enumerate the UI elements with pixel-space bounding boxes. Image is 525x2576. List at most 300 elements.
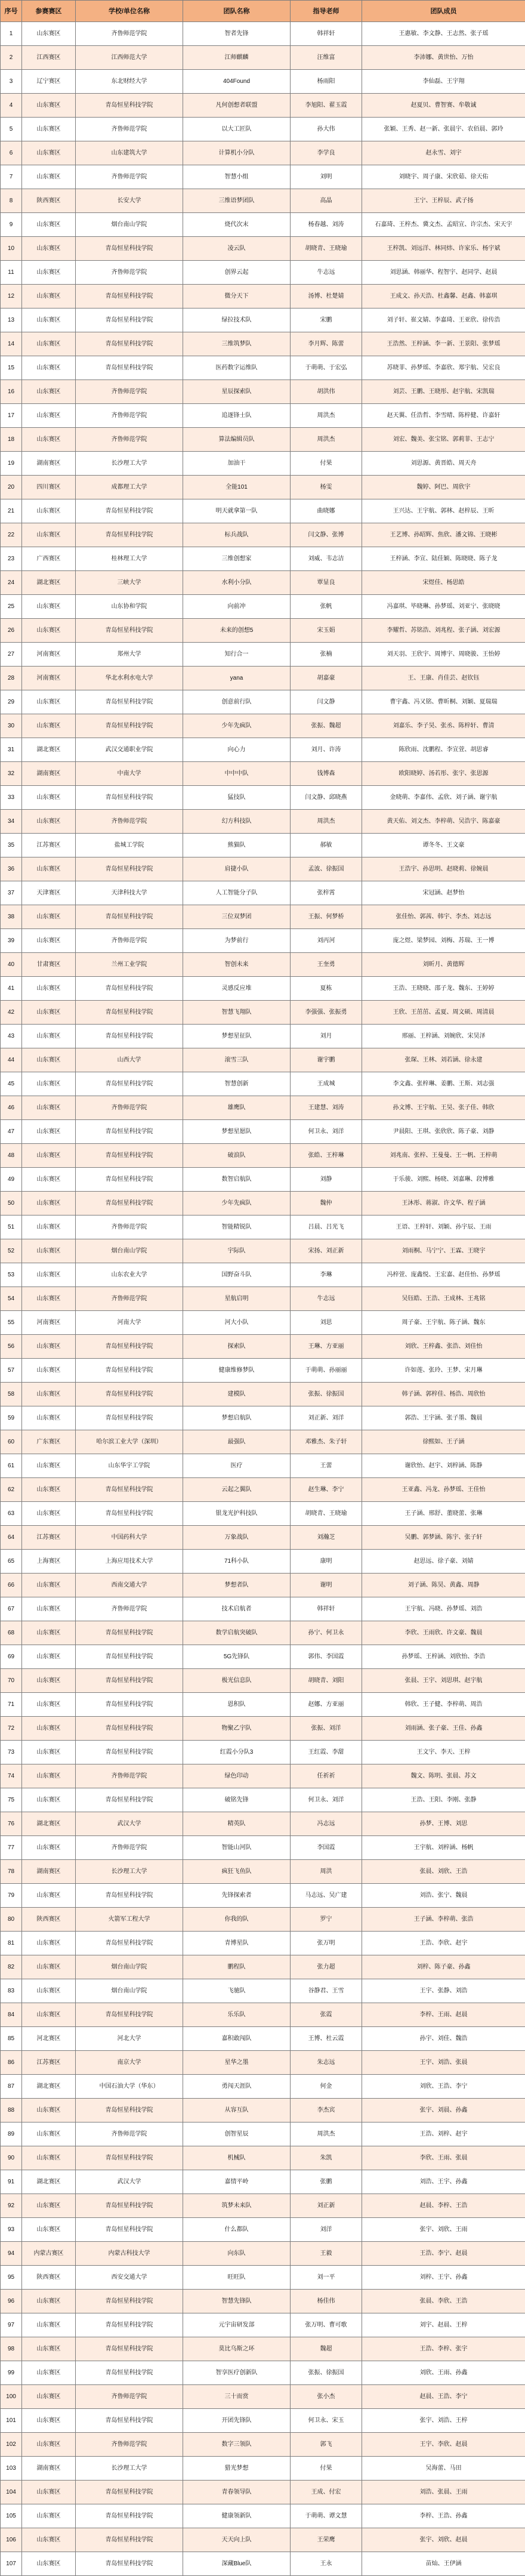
cell-school: 青岛恒星科技学院: [76, 786, 183, 810]
cell-members: 刘子轩、崔文婧、李嘉琦、王亚欣、徐传浩: [362, 308, 525, 332]
cell-school: 天津科技大学: [76, 881, 183, 905]
cell-members: 孙梦瑶、王梓涵、刘欣怡、李浩: [362, 1645, 525, 1669]
cell-members: 尹晨阳、王琪、张欣欣、陈子豪、刘静: [362, 1120, 525, 1144]
cell-index: 78: [1, 1860, 22, 1884]
cell-team-name: 国野奋斗队: [183, 1263, 291, 1287]
cell-region: 山东赛区: [22, 1263, 76, 1287]
cell-school: 西南交通大学: [76, 1574, 183, 1597]
table-row: [1, 22, 525, 46]
cell-team-name: 向心力: [183, 738, 291, 762]
cell-region: 山东赛区: [22, 285, 76, 308]
cell-index: 76: [1, 1812, 22, 1836]
cell-index: 39: [1, 929, 22, 953]
table-row: [1, 1096, 525, 1120]
cell-advisor: 周洪杰: [291, 810, 362, 834]
cell-members: 王语、王梓轩、刘颖、孙宇辰、王雨: [362, 1215, 525, 1239]
cell-school: 青岛恒星科技学院: [76, 1884, 183, 1908]
cell-region: 山东赛区: [22, 1192, 76, 1215]
cell-advisor: 王红霞、李甜: [291, 1741, 362, 1764]
cell-region: 山东赛区: [22, 356, 76, 380]
table-row: [1, 1550, 525, 1574]
cell-team-name: 梦想者队: [183, 1574, 291, 1597]
cell-index: 102: [1, 2433, 22, 2457]
cell-index: 77: [1, 1836, 22, 1860]
cell-team-name: 云起之翼队: [183, 1478, 291, 1502]
cell-index: 82: [1, 1955, 22, 1979]
cell-region: 山东赛区: [22, 1048, 76, 1072]
cell-school: 齐鲁师范学院: [76, 261, 183, 285]
table-row: [1, 141, 525, 165]
cell-index: 100: [1, 2385, 22, 2409]
cell-team-name: 创意前行队: [183, 690, 291, 714]
cell-members: 刘浩、张宁、魏晨: [362, 1884, 525, 1908]
cell-region: 内蒙古赛区: [22, 2242, 76, 2266]
cell-region: 河南赛区: [22, 667, 76, 690]
cell-team-name: 乐乐队: [183, 2003, 291, 2027]
cell-school: 青岛恒星科技学院: [76, 308, 183, 332]
cell-region: 山东赛区: [22, 1693, 76, 1717]
header-advisor: 指导老师: [291, 1, 362, 22]
cell-region: 山东赛区: [22, 2528, 76, 2552]
cell-region: 山东赛区: [22, 905, 76, 929]
cell-members: 王子涵、李梓萌、张浩: [362, 1908, 525, 1932]
cell-members: 刘昕月、黄德辉: [362, 953, 525, 977]
cell-region: 山东赛区: [22, 2385, 76, 2409]
cell-index: 24: [1, 571, 22, 595]
cell-team-name: 智创未来: [183, 953, 291, 977]
cell-team-name: 雄鹰队: [183, 1096, 291, 1120]
cell-team-name: 医疗: [183, 1454, 291, 1478]
cell-index: 98: [1, 2337, 22, 2361]
cell-region: 山东赛区: [22, 1788, 76, 1812]
table-row: [1, 1597, 525, 1621]
cell-members: 张晨、刘欣、王浩: [362, 1860, 525, 1884]
cell-advisor: 闫文静: [291, 690, 362, 714]
cell-members: 石嘉琦、王梓杰、冀文杰、孟昭宣、许宗杰、宋天宇: [362, 213, 525, 237]
cell-school: 齐鲁师范学院: [76, 2122, 183, 2146]
cell-members: 王宁、王梓辰、武子扬: [362, 189, 525, 213]
cell-advisor: 谢宇鹏: [291, 1048, 362, 1072]
cell-team-name: 智享医疗创新队: [183, 2361, 291, 2385]
cell-advisor: 于萌萌、谭文慧: [291, 2504, 362, 2528]
cell-team-name: 探索队: [183, 1335, 291, 1359]
cell-school: 山西大学: [76, 1048, 183, 1072]
table-row: [1, 2099, 525, 2122]
cell-index: 28: [1, 667, 22, 690]
cell-advisor: 赵生琳、李宁: [291, 1478, 362, 1502]
cell-index: 72: [1, 1717, 22, 1741]
cell-region: 山东赛区: [22, 690, 76, 714]
cell-index: 92: [1, 2194, 22, 2218]
cell-members: 王浩、李梓、张宇: [362, 2337, 525, 2361]
table-row: [1, 2146, 525, 2170]
cell-advisor: 刘洋: [291, 2218, 362, 2242]
cell-index: 19: [1, 452, 22, 476]
cell-index: 75: [1, 1788, 22, 1812]
cell-advisor: 李强强、张振勇: [291, 1001, 362, 1025]
cell-advisor: 闫文静、邱晓燕: [291, 786, 362, 810]
cell-advisor: 杨春越、刘涛: [291, 213, 362, 237]
cell-index: 29: [1, 690, 22, 714]
cell-region: 湖北赛区: [22, 2075, 76, 2099]
cell-region: 山东赛区: [22, 2361, 76, 2385]
cell-team-name: 数字三领队: [183, 2433, 291, 2457]
cell-index: 9: [1, 213, 22, 237]
cell-members: 王宇航、冯晓、孙梦瑶、刘浩: [362, 1597, 525, 1621]
cell-advisor: 高晶: [291, 189, 362, 213]
cell-region: 陕西赛区: [22, 189, 76, 213]
cell-region: 山东赛区: [22, 1717, 76, 1741]
cell-members: 宋煜佳、杨思皓: [362, 571, 525, 595]
cell-region: 山东赛区: [22, 1621, 76, 1645]
cell-advisor: 汤博、杜楚婧: [291, 285, 362, 308]
cell-team-name: 技术启航者: [183, 1597, 291, 1621]
cell-region: 山东赛区: [22, 1979, 76, 2003]
cell-members: 魏文、陈明、张晨、苏文: [362, 1764, 525, 1788]
cell-advisor: 刘威、韦志洁: [291, 547, 362, 571]
cell-team-name: 5G先锋队: [183, 1645, 291, 1669]
cell-school: 青岛恒星科技学院: [76, 1669, 183, 1693]
cell-region: 山东赛区: [22, 1168, 76, 1192]
cell-members: 张琛、王林、刘若涵、徐永建: [362, 1048, 525, 1072]
cell-members: 王浩宇、孙思明、赵晓莉、徐婉晨: [362, 857, 525, 881]
cell-index: 58: [1, 1383, 22, 1406]
table-row: [1, 953, 525, 977]
cell-members: 刘天羽、王欣宇、周博宇、周晓骏、王怡婷: [362, 643, 525, 667]
table-row: [1, 46, 525, 70]
cell-school: 青岛恒星科技学院: [76, 1741, 183, 1764]
cell-region: 山东赛区: [22, 2290, 76, 2313]
cell-advisor: 李国霞: [291, 1836, 362, 1860]
cell-school: 南京大学: [76, 2051, 183, 2075]
cell-index: 50: [1, 1192, 22, 1215]
cell-members: 王惠敏、李文静、王志然、张子瑶: [362, 22, 525, 46]
cell-region: 山东赛区: [22, 977, 76, 1001]
cell-members: 王浩、王阳、李刚、张静: [362, 1788, 525, 1812]
cell-team-name: 机械队: [183, 2146, 291, 2170]
cell-members: 刘思源、黄晋皓、周天舟: [362, 452, 525, 476]
cell-index: 66: [1, 1574, 22, 1597]
cell-index: 44: [1, 1048, 22, 1072]
cell-region: 山东赛区: [22, 2099, 76, 2122]
table-body: [1, 22, 525, 2576]
cell-index: 59: [1, 1406, 22, 1430]
cell-team-name: 三维语梦团队: [183, 189, 291, 213]
table-row: [1, 1860, 525, 1884]
cell-school: 青岛恒星科技学院: [76, 1621, 183, 1645]
cell-school: 青岛恒星科技学院: [76, 1168, 183, 1192]
cell-region: 山东赛区: [22, 428, 76, 452]
cell-index: 26: [1, 619, 22, 643]
cell-school: 青岛恒星科技学院: [76, 1144, 183, 1168]
cell-advisor: 张万明: [291, 1932, 362, 1955]
table-row: [1, 1717, 525, 1741]
table-row: [1, 1836, 525, 1860]
table-row: [1, 905, 525, 929]
cell-team-name: 中中中队: [183, 762, 291, 786]
cell-members: 李梓、王雨、赵晨: [362, 2003, 525, 2027]
cell-region: 山东赛区: [22, 1144, 76, 1168]
cell-region: 山东赛区: [22, 2337, 76, 2361]
cell-region: 山东赛区: [22, 1478, 76, 1502]
cell-team-name: yana: [183, 667, 291, 690]
cell-team-name: 医药数字运维队: [183, 356, 291, 380]
cell-school: 青岛恒星科技学院: [76, 2552, 183, 2576]
cell-members: 吴钰皓、王浩、王成林、王兆铭: [362, 1287, 525, 1311]
cell-region: 山东赛区: [22, 595, 76, 619]
cell-school: 青岛恒星科技学院: [76, 1406, 183, 1430]
cell-school: 武汉交通职业学院: [76, 738, 183, 762]
cell-team-name: 未来的创想5: [183, 619, 291, 643]
cell-index: 54: [1, 1287, 22, 1311]
cell-region: 湖南赛区: [22, 1860, 76, 1884]
cell-advisor: 何卫永、宋玉: [291, 2409, 362, 2433]
cell-school: 青岛恒星科技学院: [76, 2481, 183, 2504]
cell-region: 四川赛区: [22, 476, 76, 499]
cell-region: 山东赛区: [22, 2122, 76, 2146]
cell-index: 23: [1, 547, 22, 571]
cell-advisor: 周洪杰: [291, 428, 362, 452]
cell-school: 青岛恒星科技学院: [76, 2528, 183, 2552]
cell-team-name: 嘉积敢闯队: [183, 2027, 291, 2051]
cell-members: 刘雨涵、张子豪、王佳、孙鑫: [362, 1717, 525, 1741]
table-row: [1, 308, 525, 332]
table-row: [1, 1406, 525, 1430]
cell-members: 韩欣、王子健、李梓萌、周浩: [362, 1693, 525, 1717]
table-row: [1, 261, 525, 285]
cell-index: 69: [1, 1645, 22, 1669]
cell-region: 甘肃赛区: [22, 953, 76, 977]
table-row: [1, 667, 525, 690]
cell-region: 山东赛区: [22, 2481, 76, 2504]
cell-members: 赵夏贝、曹智赛、牟敬诚: [362, 94, 525, 118]
cell-advisor: 胡晓青、王晓瑜: [291, 237, 362, 261]
cell-index: 48: [1, 1144, 22, 1168]
cell-team-name: 创智星辰: [183, 2122, 291, 2146]
cell-region: 山东赛区: [22, 1764, 76, 1788]
cell-index: 15: [1, 356, 22, 380]
table-row: [1, 571, 525, 595]
cell-members: 郭浩、王宇涵、张子墨、魏晨: [362, 1406, 525, 1430]
table-row: [1, 1812, 525, 1836]
cell-index: 61: [1, 1454, 22, 1478]
cell-advisor: 刘静: [291, 1168, 362, 1192]
cell-school: 青岛恒星科技学院: [76, 356, 183, 380]
cell-region: 山东赛区: [22, 929, 76, 953]
cell-region: 山东赛区: [22, 404, 76, 428]
table-row: [1, 2170, 525, 2194]
cell-region: 江西赛区: [22, 46, 76, 70]
cell-advisor: 赵娜、方亚丽: [291, 1693, 362, 1717]
cell-index: 89: [1, 2122, 22, 2146]
table-row: [1, 2528, 525, 2552]
cell-advisor: 张振、徐振国: [291, 1383, 362, 1406]
table-row: [1, 881, 525, 905]
table-row: [1, 1908, 525, 1932]
cell-team-name: 熊猫队: [183, 834, 291, 857]
cell-region: 山东赛区: [22, 523, 76, 547]
table-row: [1, 404, 525, 428]
table-row: [1, 1263, 525, 1287]
cell-school: 武汉大学: [76, 1812, 183, 1836]
cell-school: 齐鲁师范学院: [76, 2385, 183, 2409]
cell-team-name: 星辰探索队: [183, 380, 291, 404]
cell-advisor: 杨佳伟: [291, 2290, 362, 2313]
cell-school: 齐鲁师范学院: [76, 22, 183, 46]
cell-members: 孙宇、刘佳、魏浩: [362, 2027, 525, 2051]
cell-advisor: 张力超: [291, 1955, 362, 1979]
cell-team-name: 以大工匠队: [183, 118, 291, 141]
cell-region: 山东赛区: [22, 1359, 76, 1383]
cell-advisor: 杨雨阳: [291, 70, 362, 94]
cell-members: 张佳怡、郭茜、韩宇、李杰、刘志远: [362, 905, 525, 929]
cell-school: 青岛恒星科技学院: [76, 94, 183, 118]
table-row: [1, 2337, 525, 2361]
cell-index: 37: [1, 881, 22, 905]
cell-advisor: 王成、付宏: [291, 2481, 362, 2504]
cell-team-name: 知行合一: [183, 643, 291, 667]
cell-advisor: 魏仲: [291, 1192, 362, 1215]
cell-school: 青岛恒星科技学院: [76, 1717, 183, 1741]
cell-members: 张宇、刘晨、孙鑫: [362, 2099, 525, 2122]
table-row: [1, 2051, 525, 2075]
cell-advisor: 张万明、曹可歌: [291, 2313, 362, 2337]
cell-region: 陕西赛区: [22, 1908, 76, 1932]
cell-team-name: 智慧飞翔队: [183, 1001, 291, 1025]
cell-school: 青岛恒星科技学院: [76, 1025, 183, 1048]
cell-team-name: 向前冲: [183, 595, 291, 619]
cell-school: 青岛恒星科技学院: [76, 2290, 183, 2313]
cell-team-name: 404Found: [183, 70, 291, 94]
table-row: [1, 762, 525, 786]
cell-team-name: 绿色印动: [183, 1764, 291, 1788]
cell-team-name: 三维筑梦队: [183, 332, 291, 356]
table-row: [1, 2504, 525, 2528]
cell-school: 青岛恒星科技学院: [76, 2337, 183, 2361]
cell-members: 刘欣、王浩、李宁: [362, 2075, 525, 2099]
cell-school: 青岛恒星科技学院: [76, 285, 183, 308]
cell-index: 56: [1, 1335, 22, 1359]
table-row: [1, 977, 525, 1001]
cell-team-name: 什么都队: [183, 2218, 291, 2242]
table-row: [1, 1430, 525, 1454]
cell-members: 黄天佑、刘文杰、李梓萌、吴浩宇、陈嘉豪: [362, 810, 525, 834]
table-row: [1, 2003, 525, 2027]
cell-advisor: 于萌萌、孙丽丽: [291, 1359, 362, 1383]
cell-school: 青岛恒星科技学院: [76, 2003, 183, 2027]
cell-region: 山东赛区: [22, 1884, 76, 1908]
cell-region: 天津赛区: [22, 881, 76, 905]
cell-members: 赵天翼、任浩哲、李雪晴、陈梓健、许嘉轩: [362, 404, 525, 428]
cell-region: 河南赛区: [22, 1311, 76, 1335]
table-row: [1, 2313, 525, 2337]
cell-advisor: 宋扬、刘正新: [291, 1239, 362, 1263]
table-row: [1, 1574, 525, 1597]
cell-region: 湖北赛区: [22, 738, 76, 762]
cell-team-name: 水利小分队: [183, 571, 291, 595]
cell-region: 山东赛区: [22, 2146, 76, 2170]
cell-region: 广东赛区: [22, 1430, 76, 1454]
cell-team-name: 智能精锐队: [183, 1215, 291, 1239]
cell-team-name: 青春领导队: [183, 2481, 291, 2504]
cell-region: 山东赛区: [22, 2313, 76, 2337]
cell-school: 成都理工大学: [76, 476, 183, 499]
table-row: [1, 1932, 525, 1955]
cell-advisor: 任祈祈: [291, 1764, 362, 1788]
cell-advisor: 王永: [291, 2552, 362, 2576]
cell-index: 5: [1, 118, 22, 141]
table-row: [1, 1025, 525, 1048]
table-row: [1, 356, 525, 380]
cell-region: 湖北赛区: [22, 1812, 76, 1836]
table-row: [1, 285, 525, 308]
cell-index: 33: [1, 786, 22, 810]
cell-members: 张颖、王秀、赵一新、张晨宇、农佰晨、郭玲: [362, 118, 525, 141]
table-row: [1, 1192, 525, 1215]
cell-index: 68: [1, 1621, 22, 1645]
cell-school: 青岛恒星科技学院: [76, 1383, 183, 1406]
cell-region: 山东赛区: [22, 165, 76, 189]
table-row: [1, 1955, 525, 1979]
cell-region: 山东赛区: [22, 380, 76, 404]
cell-index: 30: [1, 714, 22, 738]
header-region: 参赛赛区: [22, 1, 76, 22]
cell-members: 刘嘉乐、李子昊、张丞、陈梓轩、曹清: [362, 714, 525, 738]
cell-index: 106: [1, 2528, 22, 2552]
cell-advisor: 钱博森: [291, 762, 362, 786]
cell-advisor: 夏栋: [291, 977, 362, 1001]
cell-index: 14: [1, 332, 22, 356]
cell-school: 齐鲁师范学院: [76, 428, 183, 452]
cell-advisor: 邓雅杰、朱子轩: [291, 1430, 362, 1454]
cell-school: 烟台南山学院: [76, 213, 183, 237]
cell-school: 烟台南山学院: [76, 1979, 183, 2003]
cell-members: 张宇、刘欣、王雨: [362, 2218, 525, 2242]
cell-school: 内蒙古科技大学: [76, 2242, 183, 2266]
cell-advisor: 胡晓青、刘阳: [291, 1669, 362, 1693]
cell-region: 山东赛区: [22, 2433, 76, 2457]
cell-region: 上海赛区: [22, 1550, 76, 1574]
cell-school: 中南大学: [76, 762, 183, 786]
cell-members: 刘浩、张晨、王雨: [362, 2481, 525, 2504]
cell-members: 孙梦、王博、刘思: [362, 1812, 525, 1836]
cell-region: 山东赛区: [22, 1574, 76, 1597]
cell-school: 齐鲁师范学院: [76, 380, 183, 404]
cell-advisor: 杨雯: [291, 476, 362, 499]
cell-members: 刘梓、王宇、孙鑫: [362, 2266, 525, 2290]
cell-region: 山东赛区: [22, 1072, 76, 1096]
table-row: [1, 1048, 525, 1072]
cell-team-name: 元宇宙研发部: [183, 2313, 291, 2337]
cell-region: 山东赛区: [22, 2194, 76, 2218]
cell-index: 105: [1, 2504, 22, 2528]
cell-team-name: 追逐锋士队: [183, 404, 291, 428]
cell-region: 山东赛区: [22, 1502, 76, 1526]
cell-team-name: 河大小队: [183, 1311, 291, 1335]
cell-advisor: 谢明: [291, 1574, 362, 1597]
cell-school: 青岛恒星科技学院: [76, 1072, 183, 1096]
cell-school: 火箭军工程大学: [76, 1908, 183, 1932]
table-row: [1, 2552, 525, 2576]
cell-team-name: 梦想星征队: [183, 1025, 291, 1048]
cell-region: 山东赛区: [22, 1669, 76, 1693]
cell-members: 赵思远、徐子豪、刘婧: [362, 1550, 525, 1574]
table-row: [1, 1383, 525, 1406]
cell-region: 山东赛区: [22, 118, 76, 141]
cell-advisor: 胡晓青、王晓瑜: [291, 1502, 362, 1526]
cell-team-name: 勇闯天涯队: [183, 2075, 291, 2099]
cell-index: 43: [1, 1025, 22, 1048]
